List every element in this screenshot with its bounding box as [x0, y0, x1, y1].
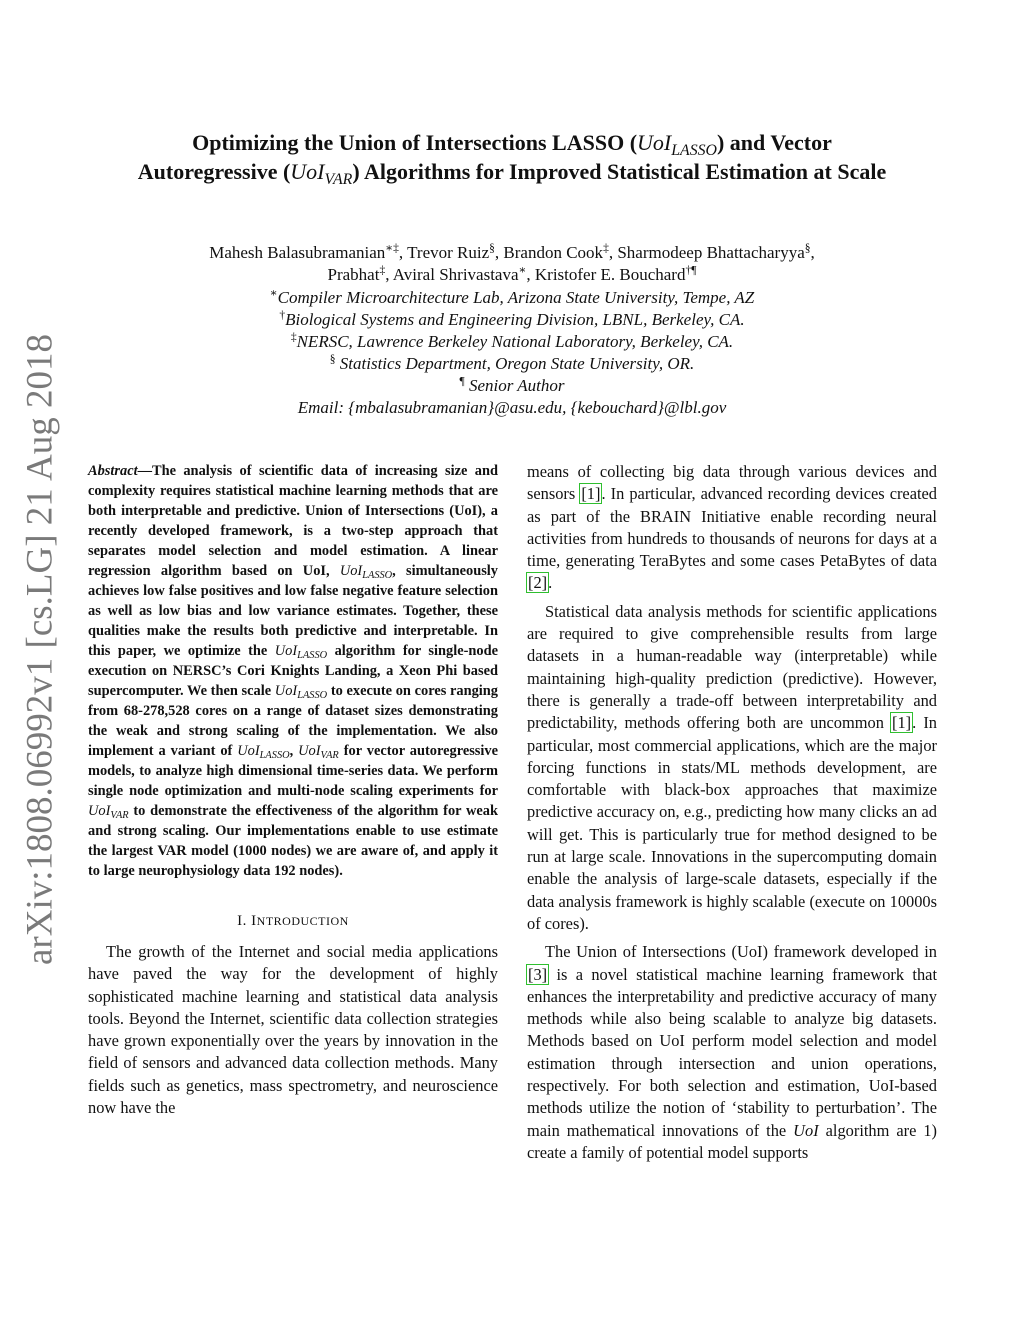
title-line-2: Autoregressive (UoI$_{VAR}$) Algorithms for Improved Statistical Estimation at Scale [137, 159, 887, 188]
abstract: Abstract—The analysis of scientific data of increasing size and complexity requires statistical machine learning methods that are both interpretable and predictive. Union of Intersections (UoI), a recently developed framework, is a two-step approach that separates model selection and model estimation. A linear regression algorithm based on UoI, UoI$_{LASSO}$, simultaneously achieves low false positives and low false negative feature selection as well as low bias and low variance estimates. Together, these qualities make the results both predictive and interpretable. In this paper, we optimize the UoI$_{LASSO}$ algorithm for single-node execution on NERSC’s Cori Knights Landing, a Xeon Phi based supercomputer. We then scale UoI$_{LASSO}$ to execute on cores ranging from 68-278,528 cores on a range of dataset sizes demonstrating the weak and strong scaling of the implementation. We also implement a variant of UoI$_{LASSO}$, UoI$_{VAR}$ for vector autoregressive models, to analyze high dimensional time-series data. We perform single node optimization and multi-node scaling experiments for UoI$_{VAR}$ to demonstrate the effectiveness of the algorithm for weak and strong scaling. Our implementations enable to use estimate the largest VAR model (1000 nodes) we are aware of, and apply it to large neurophysiology data 192 nodes). [88, 463, 498, 879]
author: Kristofer E. Bouchard†¶ [534, 263, 697, 284]
math-uoi-lasso: UoI$_{LASSO}$ [339, 563, 393, 582]
author: Mahesh Balasubramanian∗‡, [209, 241, 408, 262]
citation-link[interactable]: [1] [581, 484, 601, 504]
math-uoi: UoI [793, 1120, 819, 1140]
affiliation-list [90, 287, 934, 419]
intro-paragraph: The growth of the Internet and social media applications have paved the way for the development of highly sophisticated machine learning and statistical data analysis tools. Beyond the Internet, scientific data collection strategies have grown exponentially over the years by innovation in the field of sensors and advanced data collection methods. Many fields such as genetics, mass spectrometry, and neuroscience now have the [88, 942, 498, 1118]
math-uoi-lasso: UoI$_{LASSO}$ [637, 130, 717, 159]
author: Prabhat‡, [327, 263, 393, 284]
author-list [90, 242, 934, 286]
math-uoi-lasso: UoI$_{LASSO}$ [274, 683, 328, 702]
math-uoi-var: UoI$_{VAR}$ [88, 803, 129, 822]
author-line-1 [90, 242, 934, 264]
right-column [527, 461, 937, 1164]
title-line-1: Optimizing the Union of Intersections LASSO (UoI$_{LASSO}$) and Vector [192, 130, 832, 159]
arxiv-identifier-stamp: arXiv:1808.06992v1 [cs.LG] 21 Aug 2018 [19, 334, 61, 966]
citation-link[interactable]: [1] [892, 713, 912, 733]
author: Brandon Cook‡, [503, 241, 618, 262]
citation-link[interactable]: [2] [528, 573, 548, 593]
author: Aviral Shrivastava∗, [392, 263, 535, 284]
math-uoi-var: UoI$_{VAR}$ [290, 159, 353, 188]
author-line-2 [90, 264, 934, 286]
email-line: Email: {mbalasubramanian}@asu.edu, {kebouchard}@lbl.gov [297, 398, 727, 417]
author: Trevor Ruiz§, [407, 241, 504, 262]
section-heading-introduction: I. INTRODUCTION [237, 913, 349, 929]
abstract-label: Abstract [88, 463, 138, 479]
math-uoi-lasso: UoI$_{LASSO}$ [274, 643, 328, 662]
paper-title [90, 128, 934, 186]
affiliation: § Statistics Department, Oregon State University, OR. [329, 352, 695, 373]
math-uoi-lasso: UoI$_{LASSO}$ [237, 743, 290, 762]
body-paragraph: means of collecting big data through various devices and sensors [1]. In particular, advanced recording devices created as part of the BRAIN Initiative enable recording neural activities from hundreds to thousands of neurons for days at a time, generating TeraBytes and some cases PetaBytes of data [2]. [527, 462, 938, 593]
affiliation: ¶ Senior Author [459, 374, 565, 395]
affiliation: ‡NERSC, Lawrence Berkeley National Laboratory, Berkeley, CA. [290, 330, 734, 351]
affiliation: ∗Compiler Microarchitecture Lab, Arizona State University, Tempe, AZ [269, 286, 755, 307]
left-column [88, 461, 498, 1119]
body-paragraph: The Union of Intersections (UoI) framework developed in [3] is a novel statistical machine learning framework that enhances the interpretability and predictive accuracy of many methods while also being scalable to analyze big datasets. Methods based on UoI perform model selection and model estimation through intersection and union operations, respectively. For both selection and estimation, UoI-based methods utilize the notion of ‘stability to perturbation’. The main mathematical innovations of the UoI algorithm are 1) create a family of potential model supports [527, 942, 938, 1162]
author: Sharmodeep Bhattacharyya§, [617, 241, 815, 262]
math-uoi-var: UoI$_{VAR}$ [298, 743, 339, 762]
body-paragraph: Statistical data analysis methods for scientific applications are required to give comprehensible results from large datasets in a human-readable way (interpretable) while maintaining high-quality prediction (predictive). However, there is generally a trade-off between interpretability and predictability, methods offering both are uncommon [1]. In particular, most commercial applications, which are the major forcing functions in stats/ML methods development, are comfortable with black-box approaches that maximize predictive accuracy on, e.g., predicting how many clicks an ad will get. This is particularly true for method designed to be run at large scale. Innovations in the supercomputing domain enable the analysis of large-scale datasets, especially if the data analysis framework is highly scalable (execute on 10000s of cores). [527, 601, 937, 933]
citation-link[interactable]: [3] [528, 964, 548, 984]
affiliation: †Biological Systems and Engineering Division, LBNL, Berkeley, CA. [279, 308, 745, 329]
